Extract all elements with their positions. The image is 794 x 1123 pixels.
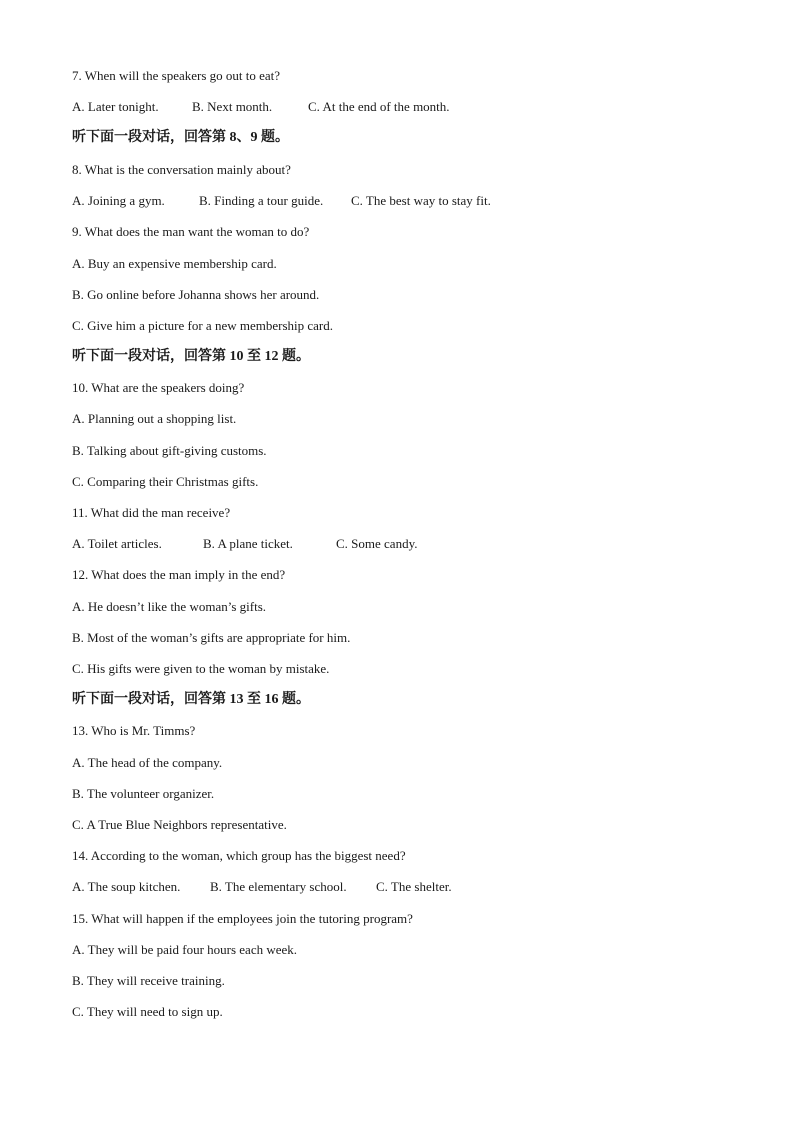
option-b: B. The elementary school.	[210, 879, 347, 894]
question-15-option-a: A. They will be paid four hours each week.	[72, 942, 298, 957]
option-a: A. Later tonight.	[72, 99, 159, 114]
option-c: C. The best way to stay fit.	[351, 193, 491, 208]
option-c: C. The shelter.	[376, 879, 452, 894]
option-b: B. Finding a tour guide.	[199, 193, 324, 208]
question-7: 7. When will the speakers go out to eat?	[72, 68, 281, 83]
option-a: A. The soup kitchen.	[72, 879, 181, 894]
question-11: 11. What did the man receive?	[72, 505, 231, 520]
question-13-option-b: B. The volunteer organizer.	[72, 786, 215, 801]
question-12-option-a: A. He doesn’t like the woman’s gifts.	[72, 599, 267, 614]
section-heading-13-16: 听下面一段对话，回答第 13 至 16 题。	[72, 692, 310, 707]
question-9-option-a: A. Buy an expensive membership card.	[72, 256, 277, 271]
question-15-option-c: C. They will need to sign up.	[72, 1004, 223, 1019]
option-a: A. Joining a gym.	[72, 193, 165, 208]
question-15: 15. What will happen if the employees join the tutoring program?	[72, 911, 413, 926]
question-13-option-a: A. The head of the company.	[72, 755, 223, 770]
option-a: A. Toilet articles.	[72, 536, 162, 551]
question-13-option-c: C. A True Blue Neighbors representative.	[72, 817, 287, 832]
question-12: 12. What does the man imply in the end?	[72, 567, 286, 582]
question-10-option-c: C. Comparing their Christmas gifts.	[72, 474, 259, 489]
question-12-option-b: B. Most of the woman’s gifts are appropriate for him.	[72, 630, 351, 645]
question-9-option-b: B. Go online before Johanna shows her around.	[72, 287, 320, 302]
question-10: 10. What are the speakers doing?	[72, 380, 245, 395]
option-c: C. At the end of the month.	[308, 99, 450, 114]
question-13: 13. Who is Mr. Timms?	[72, 723, 196, 738]
question-9: 9. What does the man want the woman to do?	[72, 224, 310, 239]
question-9-option-c: C. Give him a picture for a new membership card.	[72, 318, 333, 333]
question-14: 14. According to the woman, which group has the biggest need?	[72, 848, 406, 863]
question-8: 8. What is the conversation mainly about?	[72, 162, 291, 177]
section-heading-8-9: 听下面一段对话，回答第 8、9 题。	[72, 130, 289, 145]
section-heading-10-12: 听下面一段对话，回答第 10 至 12 题。	[72, 349, 310, 364]
question-10-option-b: B. Talking about gift-giving customs.	[72, 443, 267, 458]
question-12-option-c: C. His gifts were given to the woman by mistake.	[72, 661, 330, 676]
option-b: B. Next month.	[192, 99, 273, 114]
option-c: C. Some candy.	[336, 536, 418, 551]
question-15-option-b: B. They will receive training.	[72, 973, 225, 988]
question-10-option-a: A. Planning out a shopping list.	[72, 411, 237, 426]
option-b: B. A plane ticket.	[203, 536, 293, 551]
